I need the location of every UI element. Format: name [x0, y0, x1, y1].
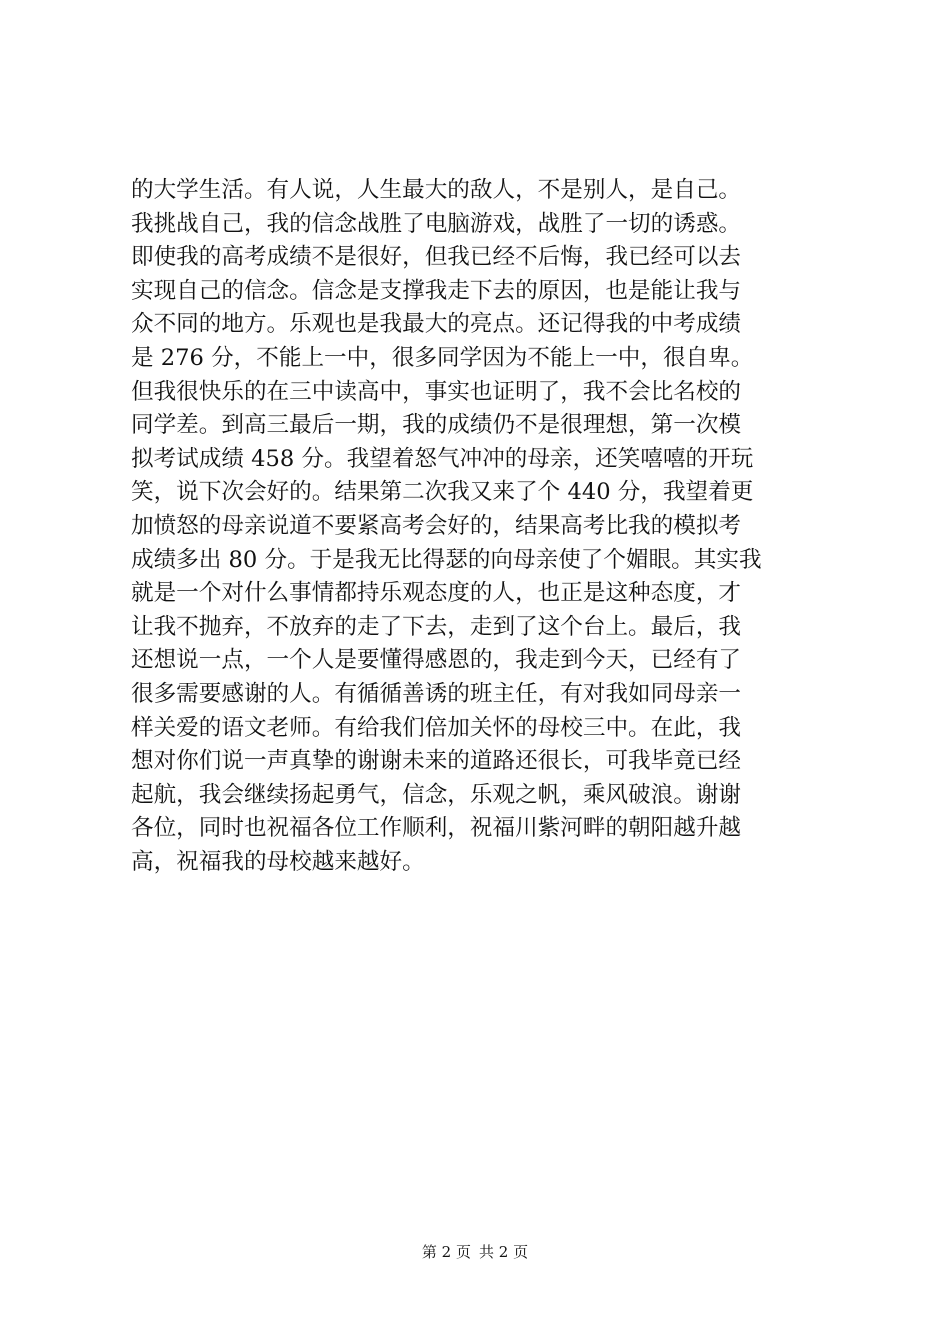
- text-line: 笑，说下次会好的。结果第二次我又来了个 440 分，我望着更: [131, 479, 754, 506]
- text-line: 各位，同时也祝福各位工作顺利，祝福川紫河畔的朝阳越升越: [131, 815, 742, 842]
- text-line: 加愤怒的母亲说道不要紧高考会好的，结果高考比我的模拟考: [131, 512, 742, 539]
- text-line: 就是一个对什么事情都持乐观态度的人，也正是这种态度，才: [131, 580, 742, 607]
- page-number: 第 2 页: [421, 1243, 471, 1261]
- text-line: 让我不抛弃，不放弃的走了下去，走到了这个台上。最后，我: [131, 613, 742, 640]
- text-line: 起航，我会继续扬起勇气，信念，乐观之帆，乘风破浪。谢谢: [131, 781, 742, 808]
- page-footer: [0, 1241, 950, 1263]
- text-line: 还想说一点，一个人是要懂得感恩的，我走到今天，已经有了: [131, 647, 742, 674]
- text-line: 但我很快乐的在三中读高中，事实也证明了，我不会比名校的: [131, 378, 742, 405]
- text-line: 高，祝福我的母校越来越好。: [131, 848, 425, 875]
- text-line: 想对你们说一声真挚的谢谢未来的道路还很长，可我毕竟已经: [131, 748, 742, 775]
- text-line: 很多需要感谢的人。有循循善诱的班主任，有对我如同母亲一: [131, 680, 742, 707]
- body-text: [131, 174, 831, 879]
- text-line: 众不同的地方。乐观也是我最大的亮点。还记得我的中考成绩: [131, 311, 742, 338]
- text-line: 的大学生活。有人说，人生最大的敌人，不是别人，是自己。: [131, 177, 742, 203]
- text-line: 即使我的高考成绩不是很好，但我已经不后悔，我已经可以去: [131, 244, 742, 271]
- text-line: 实现自己的信念。信念是支撑我走下去的原因，也是能让我与: [131, 277, 742, 304]
- text-line: 同学差。到高三最后一期，我的成绩仍不是很理想，第一次模: [131, 412, 742, 439]
- text-line: 我挑战自己，我的信念战胜了电脑游戏，战胜了一切的诱惑。: [131, 210, 742, 237]
- text-line: 是 276 分，不能上一中，很多同学因为不能上一中，很自卑。: [131, 344, 754, 371]
- text-line: 成绩多出 80 分。于是我无比得瑟的向母亲使了个媚眼。其实我: [131, 546, 762, 573]
- text-line: 样关爱的语文老师。有给我们倍加关怀的母校三中。在此，我: [131, 714, 742, 741]
- text-line: 拟考试成绩 458 分。我望着怒气冲冲的母亲，还笑嘻嘻的开玩: [131, 445, 754, 472]
- page-total: 共 2 页: [479, 1243, 529, 1261]
